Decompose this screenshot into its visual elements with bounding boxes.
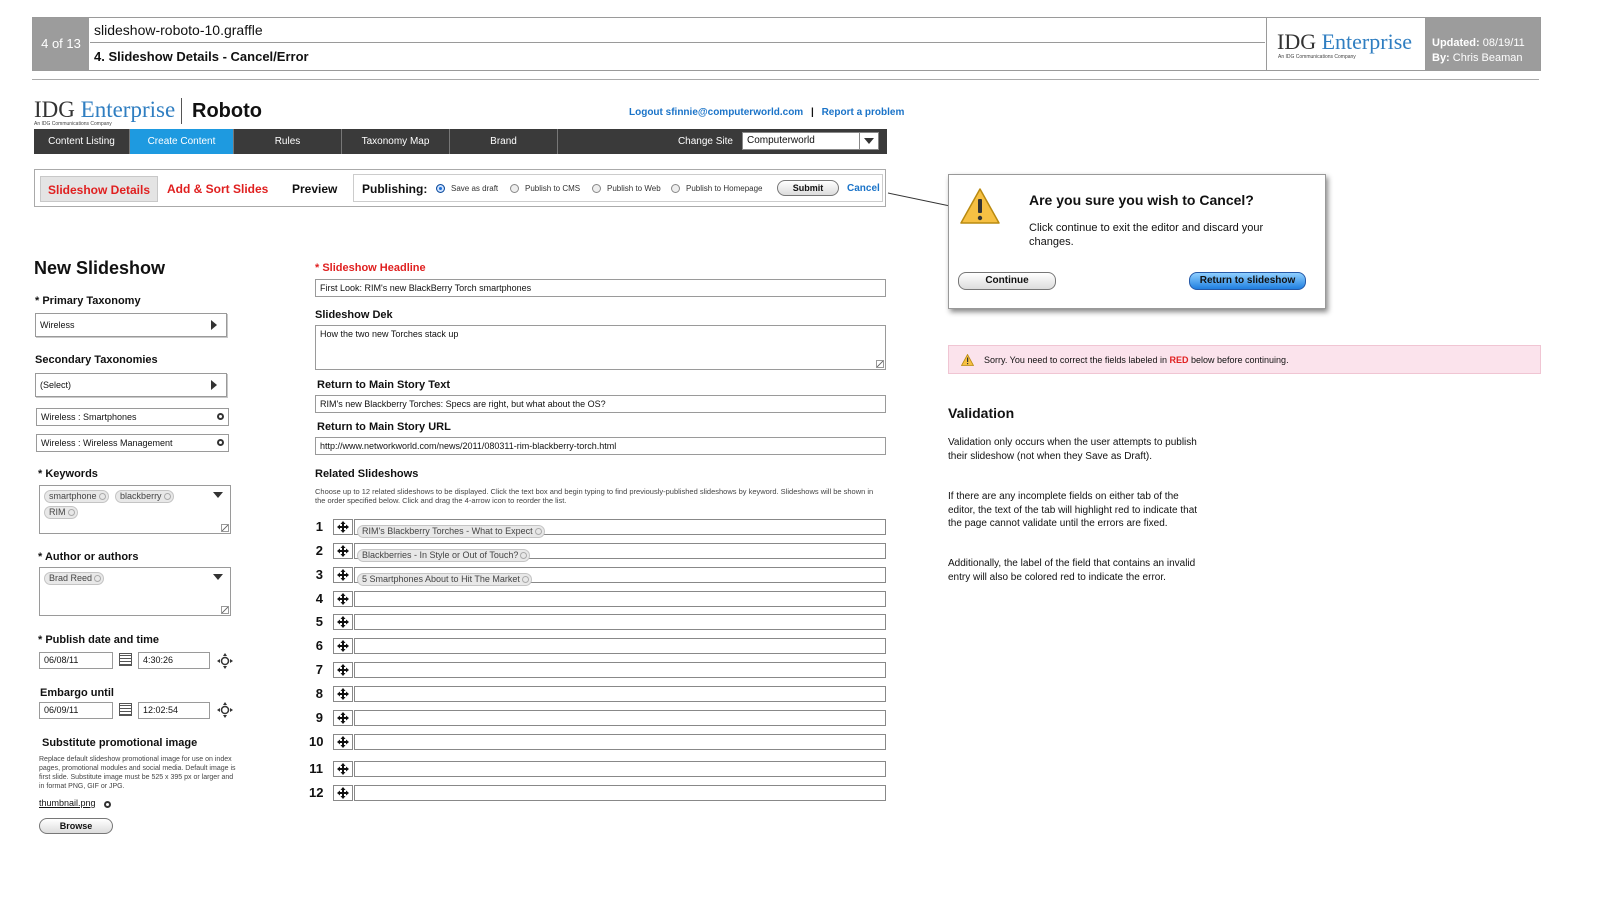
move-arrows-icon[interactable] [333, 614, 353, 630]
remove-icon[interactable] [217, 413, 224, 420]
related-row-number: 9 [315, 710, 323, 725]
radio-publish-cms[interactable] [510, 184, 519, 193]
app-logo-enterprise: Enterprise [80, 97, 176, 122]
chevron-down-icon [864, 138, 874, 144]
logo-divider [181, 98, 182, 124]
move-arrows-icon[interactable] [333, 638, 353, 654]
nav-taxonomy-map[interactable]: Taxonomy Map [342, 129, 450, 154]
chevron-down-icon[interactable] [213, 492, 223, 498]
tab-preview[interactable]: Preview [292, 182, 338, 196]
nav-brand[interactable]: Brand [450, 129, 558, 154]
primary-taxonomy-select[interactable] [35, 313, 227, 337]
option-publish-homepage: Publish to Homepage [686, 184, 763, 193]
related-help: Choose up to 12 related slideshows to be displayed. Click the text box and begin typing to find previously-published slideshows by keyword. Slideshows will be shown in the order specified below. Click and drag the 4-arrow icon to reorder the list. [315, 487, 874, 505]
move-arrows-icon[interactable] [333, 761, 353, 777]
related-slideshow-field[interactable] [354, 662, 886, 678]
related-row-number: 2 [315, 543, 323, 558]
move-arrows-icon[interactable] [333, 785, 353, 801]
page-counter: 4 of 13 [33, 18, 89, 70]
wireframe-meta [1426, 18, 1540, 70]
app-logo [34, 99, 175, 127]
calendar-icon[interactable] [119, 653, 132, 666]
updated-date: 08/19/11 [1482, 37, 1525, 49]
notes-heading: Validation [948, 405, 1015, 421]
related-row-number: 1 [315, 519, 323, 534]
remove-icon[interactable] [520, 552, 527, 559]
dek-value: How the two new Torches stack up [320, 329, 459, 339]
tab-add-sort-slides[interactable]: Add & Sort Slides [167, 182, 269, 196]
nav-content-listing[interactable]: Content Listing [34, 129, 130, 154]
return-to-slideshow-button[interactable]: Return to slideshow [1189, 272, 1306, 290]
option-save-draft: Save as draft [451, 184, 499, 193]
main-story-text-label: Return to Main Story Text [317, 379, 451, 391]
secondary-taxonomy-item: Wireless : Smartphones [36, 408, 229, 426]
remove-icon[interactable] [535, 528, 542, 535]
move-arrows-icon[interactable] [333, 519, 353, 535]
resize-handle[interactable] [221, 606, 229, 614]
publishing-panel [353, 174, 883, 202]
related-row-number: 5 [315, 614, 323, 629]
main-story-text-field[interactable]: RIM's new Blackberry Torches: Specs are right, but what about the OS? [315, 395, 886, 413]
notes-paragraph: If there are any incomplete fields on either tab of the editor, the text of the tab will highlight red to indicate that the page cannot validate until the errors are fixed. [948, 491, 1198, 529]
secondary-taxonomy-select[interactable] [35, 373, 227, 397]
browse-button[interactable]: Browse [39, 818, 113, 834]
related-slideshow-token: 5 Smartphones About to Hit The Market [357, 573, 532, 586]
related-row-number: 7 [315, 662, 323, 677]
remove-icon[interactable] [522, 576, 529, 583]
logout-link[interactable]: Logout sfinnie@computerworld.com [629, 107, 804, 118]
radio-publish-homepage[interactable] [671, 184, 680, 193]
publish-time-field[interactable]: 4:30:26 [138, 652, 210, 669]
keywords-input[interactable] [39, 485, 231, 534]
headline-label: * Slideshow Headline [315, 262, 426, 274]
by-label: By: [1432, 52, 1450, 64]
notes-paragraph: Validation only occurs when the user attempts to publish their slideshow (not when they Save as Draft). [948, 437, 1197, 462]
embargo-date-field[interactable]: 06/09/11 [39, 702, 113, 719]
related-slideshow-field[interactable] [354, 519, 886, 535]
idg-enterprise-logo [1266, 18, 1426, 70]
related-row-number: 12 [309, 785, 324, 800]
error-message: Sorry. You need to correct the fields labeled in RED below before continuing. [984, 355, 1289, 365]
related-slideshow-field[interactable] [354, 761, 886, 777]
related-row-number: 11 [309, 761, 323, 776]
related-slideshow-field[interactable] [354, 785, 886, 801]
time-stepper-icon[interactable] [217, 653, 233, 674]
remove-icon[interactable] [94, 575, 101, 582]
dek-label: Slideshow Dek [315, 309, 393, 321]
chevron-down-icon[interactable] [213, 574, 223, 580]
dialog-message: Click continue to exit the editor and discard your changes. [1029, 222, 1264, 248]
author-token: Brad Reed [44, 572, 104, 585]
related-slideshow-field[interactable] [354, 710, 886, 726]
related-row-number: 10 [309, 734, 324, 749]
embargo-label: Embargo until [40, 687, 114, 699]
remove-icon[interactable] [68, 509, 75, 516]
resize-handle[interactable] [876, 360, 884, 368]
option-publish-web: Publish to Web [607, 184, 661, 193]
move-arrows-icon[interactable] [333, 734, 353, 750]
link-separator: | [810, 107, 814, 118]
related-row-number: 3 [315, 567, 323, 582]
wireframe-page-title: 4. Slideshow Details - Cancel/Error [94, 49, 309, 64]
app-logo-tagline: An IDG Communications Company [34, 121, 112, 127]
promo-image-help: Replace default slideshow promotional image for use on index pages, promotional modules and social media. Default image is first slide. Substitute image must be 525 x 395 px or larger and in format PNG, GIF or JPG. [39, 756, 236, 790]
keywords-label: * Keywords [38, 468, 98, 480]
continue-button[interactable]: Continue [958, 272, 1056, 290]
error-highlight: RED [1169, 355, 1189, 365]
related-slideshows-label: Related Slideshows [315, 468, 419, 480]
move-arrows-icon[interactable] [333, 591, 353, 607]
move-arrows-icon[interactable] [333, 710, 353, 726]
author-name: Chris Beaman [1452, 52, 1523, 64]
notes-paragraph: Additionally, the label of the field that contains an invalid entry will also be colored red to indicate the error. [948, 558, 1196, 583]
resize-handle[interactable] [221, 524, 229, 532]
move-arrows-icon[interactable] [333, 662, 353, 678]
move-arrows-icon[interactable] [333, 567, 353, 583]
keyword-token: blackberry [115, 490, 174, 503]
publish-date-label: * Publish date and time [38, 634, 160, 646]
warning-icon [959, 187, 1001, 230]
option-publish-cms: Publish to CMS [525, 184, 581, 193]
submit-button[interactable]: Submit [777, 180, 839, 196]
editor-tab-bar [34, 169, 886, 207]
updated-label: Updated: [1432, 37, 1480, 49]
publishing-label: Publishing: [362, 182, 428, 196]
app-name: Roboto [192, 100, 262, 122]
warning-icon [961, 353, 974, 371]
related-slideshow-field[interactable] [354, 567, 886, 583]
move-arrows-icon[interactable] [333, 686, 353, 702]
embargo-time-field[interactable]: 12:02:54 [138, 702, 210, 719]
keyword-token: smartphone [44, 490, 109, 503]
headline-field[interactable]: First Look: RIM's new BlackBerry Torch smartphones [315, 279, 886, 297]
main-story-url-field[interactable]: http://www.networkworld.com/news/2011/080311-rim-blackberry-torch.html [315, 437, 886, 455]
nav-create-content[interactable]: Create Content [130, 129, 234, 154]
dek-field[interactable] [315, 325, 886, 370]
annotation-connector [886, 190, 952, 210]
remove-icon[interactable] [164, 493, 171, 500]
nav-rules[interactable]: Rules [234, 129, 342, 154]
required-marker: * [35, 295, 40, 307]
promo-image-label: Substitute promotional image [42, 737, 198, 749]
validation-error-banner [948, 345, 1541, 374]
logo-idg-text: IDG [1277, 29, 1317, 54]
secondary-select-value: (Select) [40, 380, 72, 390]
related-slideshow-field[interactable] [354, 543, 886, 559]
remove-icon[interactable] [217, 439, 224, 446]
keyword-token: RIM [44, 506, 78, 519]
move-arrows-icon[interactable] [333, 543, 353, 559]
publish-date-field[interactable]: 06/08/11 [39, 652, 113, 669]
divider [32, 79, 1539, 80]
authors-input[interactable] [39, 567, 231, 616]
secondary-taxonomies-label: Secondary Taxonomies [35, 354, 158, 366]
cancel-confirm-dialog [948, 174, 1326, 309]
site-select[interactable] [742, 132, 879, 150]
wireframe-header [32, 17, 1541, 71]
chevron-right-icon [211, 320, 217, 330]
thumbnail-filename[interactable]: thumbnail.png [39, 798, 96, 808]
main-story-url-label: Return to Main Story URL [317, 421, 451, 433]
top-links [629, 107, 904, 118]
radio-save-draft[interactable] [436, 184, 445, 193]
app-logo-idg: IDG [34, 97, 75, 122]
cancel-link[interactable]: Cancel [847, 183, 880, 194]
primary-taxonomy-label: * Primary Taxonomy [35, 295, 141, 307]
related-slideshow-token: Blackberries - In Style or Out of Touch? [357, 549, 530, 562]
related-slideshow-field[interactable] [354, 638, 886, 654]
related-row-number: 6 [315, 638, 323, 653]
related-slideshow-field[interactable] [354, 686, 886, 702]
related-slideshow-field[interactable] [354, 614, 886, 630]
logo-tagline: An IDG Communications Company [1278, 54, 1356, 60]
change-site-label: Change Site [677, 136, 733, 147]
site-dropdown-button[interactable] [859, 133, 878, 149]
wireframe-filename: slideshow-roboto-10.graffle [90, 18, 1265, 43]
related-slideshow-field[interactable] [354, 591, 886, 607]
remove-icon[interactable] [99, 493, 106, 500]
tab-slideshow-details[interactable]: Slideshow Details [40, 176, 158, 202]
report-problem-link[interactable]: Report a problem [821, 107, 905, 118]
logo-enterprise-text: Enterprise [1321, 29, 1413, 54]
related-slideshow-field[interactable] [354, 734, 886, 750]
radio-publish-web[interactable] [592, 184, 601, 193]
time-stepper-icon[interactable] [217, 702, 233, 723]
related-row-number: 8 [315, 686, 323, 701]
related-slideshow-token: RIM's Blackberry Torches - What to Expect [357, 525, 545, 538]
authors-label: * Author or authors [38, 551, 139, 563]
site-select-value: Computerworld [747, 135, 815, 146]
page-heading: New Slideshow [34, 258, 166, 278]
related-row-number: 4 [315, 591, 323, 606]
secondary-taxonomy-item: Wireless : Wireless Management [36, 434, 229, 452]
chevron-right-icon [211, 380, 217, 390]
dialog-title: Are you sure you wish to Cancel? [1029, 192, 1254, 208]
primary-taxonomy-value: Wireless [40, 320, 75, 330]
remove-icon[interactable] [104, 801, 111, 808]
calendar-icon[interactable] [119, 703, 132, 716]
